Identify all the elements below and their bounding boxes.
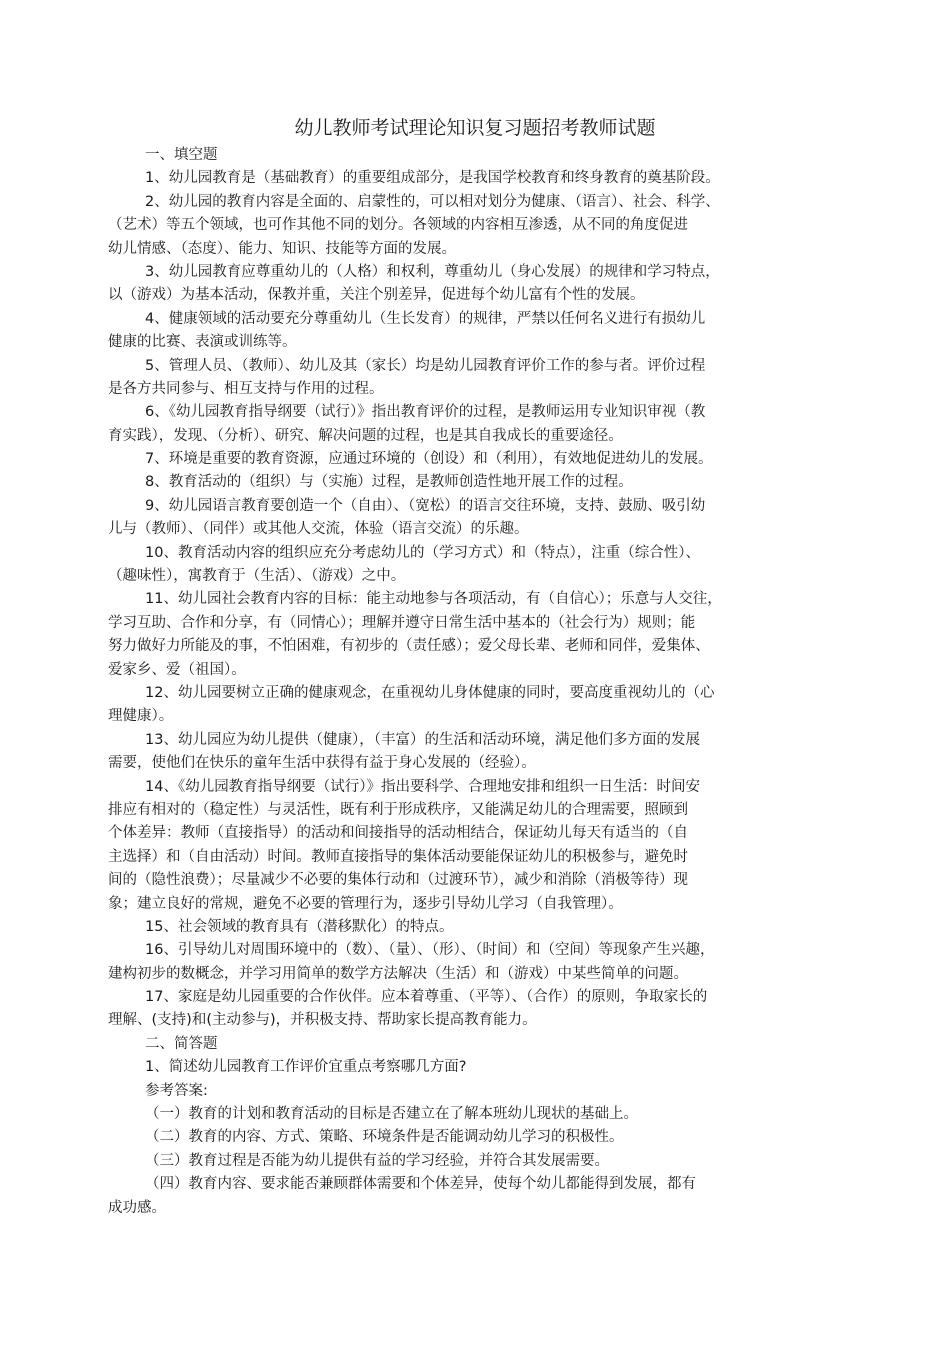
text-line: （二）教育的内容、方式、策略、环境条件是否能调动幼儿学习的积极性。: [145, 1129, 624, 1146]
text-line: 12、幼儿园要树立正确的健康观念，在重视幼儿身体健康的同时，要高度重视幼儿的（心: [145, 684, 715, 701]
text-line: 学习互助、合作和分享，有（同情心）；理解并遵守日常生活中基本的（社会行为）规则；能: [108, 614, 696, 631]
text-line: 14、《幼儿园教育指导纲要（试行）》指出要科学、合理地安排和组织一日生活：时间安: [145, 778, 700, 795]
text-line: 儿与（教师）、（同伴）或其他人交流，体验（语言交流）的乐趣。: [108, 521, 529, 538]
text-line: 二、简答题: [145, 1035, 218, 1052]
text-line: 育实践），发现、（分析）、研究、解决问题的过程，也是其自我成长的重要途径。: [108, 427, 623, 444]
text-line: （四）教育内容、要求能否兼顾群体需要和个体差异，使每个幼儿都能得到发展，都有: [145, 1176, 696, 1193]
document-title: 幼儿教师考试理论知识复习题招考教师试题: [294, 117, 656, 139]
text-line: 16、引导幼儿对周围环境中的（数）、（量）、（形）、（时间）和（空间）等现象产生兴趣，: [145, 942, 715, 959]
text-line: 主选择）和（自由活动）时间。教师直接指导的集体活动要能保证幼儿的积极参与，避免时: [108, 848, 688, 865]
text-line: 10、教育活动内容的组织应充分考虑幼儿的（学习方式）和（特点），注重（综合性）、: [145, 544, 700, 561]
text-line: 3、幼儿园教育应尊重幼儿的（人格）和权利，尊重幼儿（身心发展）的规律和学习特点，: [145, 263, 720, 280]
text-line: （三）教育过程是否能为幼儿提供有益的学习经验，并符合其发展需要。: [145, 1152, 609, 1169]
text-line: 象；建立良好的常规，避免不必要的管理行为，逐步引导幼儿学习（自我管理）。: [108, 895, 623, 912]
text-line: 理健康）。: [108, 708, 174, 725]
text-line: 6、《幼儿园教育指导纲要（试行）》指出教育评价的过程，是教师运用专业知识审视（教: [145, 404, 706, 421]
text-line: 1、幼儿园教育是（基础教育）的重要组成部分，是我国学校教育和终身教育的奠基阶段。: [145, 170, 720, 187]
text-line: 5、管理人员、（教师）、幼儿及其（家长）均是幼儿园教育评价工作的参与者。评价过程: [145, 357, 706, 374]
text-line: 15、社会领域的教育具有（潜移默化）的特点。: [145, 918, 454, 935]
text-line: 8、教育活动的（组织）与（实施）过程，是教师创造性地开展工作的过程。: [145, 474, 633, 491]
text-line: 11、幼儿园社会教育内容的目标：能主动地参与各项活动，有（自信心）；乐意与人交往，: [145, 591, 722, 608]
text-line: 间的（隐性浪费）；尽量减少不必要的集体行动和（过渡环节），减少和消除（消极等待）现: [108, 872, 688, 889]
text-line: 1、简述幼儿园教育工作评价宜重点考察哪几方面?: [145, 1059, 467, 1076]
document-body: [108, 144, 844, 1220]
text-line: 爱家乡、爱（祖国）。: [108, 661, 246, 678]
text-line: 理解、(支持)和(主动参与)，并积极支持、帮助家长提高教育能力。: [108, 1012, 537, 1029]
text-line: 参考答案:: [145, 1082, 208, 1099]
text-line: 2、幼儿园的教育内容是全面的、启蒙性的，可以相对划分为健康、（语言）、社会、科学、: [145, 193, 720, 210]
text-line: 一、填空题: [145, 147, 218, 163]
text-line: 个体差异：教师（直接指导）的活动和间接指导的活动相结合，保证幼儿每天有适当的（自: [108, 825, 688, 842]
text-line: 13、幼儿园应为幼儿提供（健康），（丰富）的生活和活动环境，满足他们多方面的发展: [145, 731, 700, 748]
text-line: 9、幼儿园语言教育要创造一个（自由）、（宽松）的语言交往环境，支持、鼓励、吸引幼: [145, 497, 706, 514]
text-line: （一）教育的计划和教育活动的目标是否建立在了解本班幼儿现状的基础上。: [145, 1106, 638, 1123]
text-line: 成功感。: [108, 1199, 166, 1216]
text-line: 努力做好力所能及的事，不怕困难，有初步的（责任感）；爱父母长辈、老师和同伴，爱集体、: [108, 638, 710, 655]
text-line: （艺术）等五个领域，也可作其他不同的划分。各领域的内容相互渗透，从不同的角度促进: [108, 217, 688, 234]
text-line: 建构初步的数概念，并学习用简单的数学方法解决（生活）和（游戏）中某些简单的问题。: [108, 965, 688, 982]
text-line: 7、环境是重要的教育资源，应通过环境的（创设）和（利用），有效地促进幼儿的发展。: [145, 451, 713, 468]
text-line: 健康的比赛、表演或训练等。: [108, 334, 297, 351]
text-line: 幼儿情感、（态度）、能力、知识、技能等方面的发展。: [108, 240, 456, 257]
text-line: 排应有相对的（稳定性）与灵活性，既有利于形成秩序，又能满足幼儿的合理需要，照顾到: [108, 801, 688, 818]
text-line: （趣味性），寓教育于（生活）、（游戏）之中。: [108, 568, 406, 585]
text-line: 是各方共同参与、相互支持与作用的过程。: [108, 380, 384, 397]
text-line: 17、家庭是幼儿园重要的合作伙伴。应本着尊重、（平等）、（合作）的原则，争取家长的: [145, 989, 708, 1006]
text-line: 4、健康领域的活动要充分尊重幼儿（生长发育）的规律，严禁以任何名义进行有损幼儿: [145, 310, 706, 327]
text-line: 以（游戏）为基本活动，保教并重，关注个别差异，促进每个幼儿富有个性的发展。: [108, 287, 645, 304]
text-line: 需要，使他们在快乐的童年生活中获得有益于身心发展的（经验）。: [108, 755, 536, 772]
